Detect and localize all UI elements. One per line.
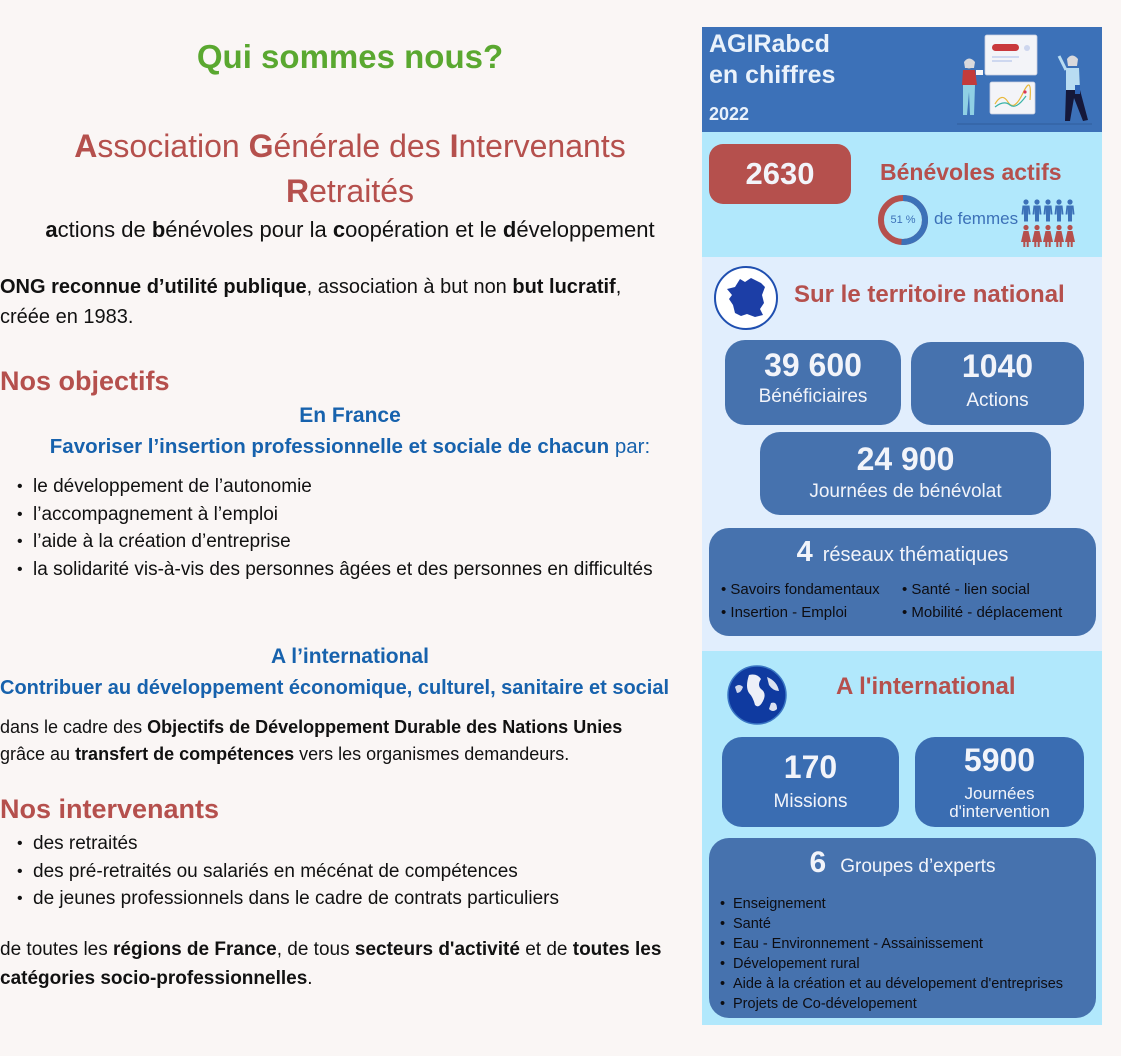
networks-heading: [709, 536, 1096, 569]
network-item: • Insertion - Emploi: [721, 604, 848, 621]
network-item-label: Savoirs fondamentaux: [730, 581, 880, 598]
organization-subtitle: [0, 217, 700, 243]
page-title: Qui sommes nous?: [196, 38, 504, 75]
network-item-label: Santé - lien social: [911, 581, 1030, 598]
sub-initial: d: [502, 217, 517, 242]
list-item: • de jeunes professionnels dans le cadre de contrats particuliers: [0, 885, 559, 913]
intl-bold: Objectifs de Développement Durable des Nations Unies: [147, 717, 623, 737]
network-item-label: Insertion - Emploi: [730, 604, 848, 621]
sub-initial: b: [151, 217, 166, 242]
stat-label-line: Journées: [964, 784, 1035, 803]
org-initial: G: [248, 128, 274, 164]
networks-box: [709, 528, 1096, 636]
stat-value: 170: [783, 749, 838, 785]
closing-bold: catégories socio-professionnelles: [0, 968, 308, 989]
intro-bold: but lucratif: [512, 276, 616, 298]
stat-actions: [911, 342, 1084, 425]
women-icon-row: [1021, 225, 1075, 247]
intl-bold: transfert de compétences: [75, 744, 295, 764]
infographic-panel: [702, 27, 1102, 1025]
volunteers-count: 2630: [709, 144, 851, 204]
list-item: • Santé: [709, 914, 1063, 934]
closing-text: de toutes les: [0, 939, 114, 960]
closing-text: , de tous: [276, 939, 355, 960]
stat-label: Journées de bénévolat: [809, 481, 1002, 502]
org-initial: A: [74, 128, 98, 164]
experts-count: 6: [809, 846, 827, 879]
network-item: • Mobilité - déplacement: [902, 604, 1063, 621]
stat-value: 24 900: [856, 441, 955, 477]
people-icons: [1021, 198, 1076, 248]
intro-bold: ONG reconnue d’utilité publique: [0, 276, 307, 298]
sub-text: énévoles pour la: [165, 217, 333, 242]
experts-label: Groupes d’experts: [840, 856, 996, 877]
france-map-icon: [713, 265, 779, 331]
france-objectives-list: [0, 473, 653, 583]
experts-list: [709, 894, 1063, 1014]
stat-missions: [722, 737, 899, 827]
stat-journees-intervention: [915, 737, 1084, 827]
list-item: • l’aide à la création d’entreprise: [0, 528, 653, 556]
network-item: • Savoirs fondamentaux: [721, 581, 880, 598]
women-text: de femmes: [934, 209, 1019, 228]
stat-label: Actions: [966, 390, 1029, 411]
intro-text: ,: [615, 276, 622, 298]
national-title: Sur le territoire national: [794, 281, 1065, 308]
sub-initial: c: [332, 217, 346, 242]
france-lead: [0, 435, 700, 459]
globe-icon: [727, 665, 787, 725]
national-section: [702, 257, 1102, 651]
org-name-text: ssociation: [97, 128, 249, 164]
list-item: • le développement de l’autonomie: [0, 473, 653, 501]
org-initial: R: [285, 173, 310, 209]
list-item: • Eau - Environnement - Assainissement: [709, 934, 1063, 954]
list-item: • Aide à la création et au dévelopement d'entreprises: [709, 974, 1063, 994]
infographic-header: [702, 27, 1102, 132]
intl-text: grâce au: [0, 744, 76, 764]
sub-text: oopération et le: [345, 217, 503, 242]
intro-text: créée en 1983.: [0, 306, 134, 328]
stat-label: Bénéficiaires: [758, 386, 868, 407]
intro-text: , association à but non: [306, 276, 513, 298]
men-icon-row: [1022, 199, 1075, 221]
international-paragraph: [0, 714, 622, 768]
title-line: AGIRabcd: [709, 30, 830, 58]
organization-name: [0, 124, 700, 214]
stat-beneficiaires: [725, 340, 901, 425]
stat-label-line: d'intervention: [949, 802, 1050, 821]
stat-value: 5900: [963, 742, 1036, 778]
list-item: • des pré-retraités ou salariés en mécénat de compétences: [0, 858, 559, 886]
intl-text: vers les organismes demandeurs.: [294, 744, 570, 764]
intervenants-heading: Nos intervenants: [0, 794, 220, 824]
stat-label: Missions: [773, 791, 848, 812]
intro-paragraph: [0, 272, 700, 332]
international-title: A l'international: [836, 673, 1016, 700]
women-percentage-label: 51 %: [890, 214, 916, 226]
list-item: • la solidarité vis-à-vis des personnes âgées et des personnes en difficultés: [0, 556, 653, 584]
list-item: • Enseignement: [709, 894, 1063, 914]
international-lead: Contribuer au développement économique, culturel, sanitaire et social: [0, 677, 670, 699]
international-heading: A l’international: [271, 645, 429, 668]
intl-text: dans le cadre des: [0, 717, 148, 737]
france-lead-rest: par:: [609, 435, 651, 458]
volunteers-label: Bénévoles actifs: [880, 159, 1062, 185]
objectives-heading: Nos objectifs: [0, 366, 170, 396]
closing-bold: régions de France: [113, 939, 277, 960]
network-item-label: Mobilité - déplacement: [911, 604, 1063, 621]
volunteers-section: [702, 132, 1102, 257]
intervenants-closing: [0, 935, 661, 993]
infographic-year: 2022: [709, 104, 750, 124]
france-lead-bold: Favoriser l’insertion professionnelle et sociale de chacun: [49, 435, 610, 458]
org-initial: I: [449, 128, 459, 164]
experts-box: [709, 838, 1096, 1018]
closing-bold: secteurs d'activité: [354, 939, 520, 960]
list-item: • l’accompagnement à l’emploi: [0, 501, 653, 529]
closing-text: et de: [519, 939, 573, 960]
stat-journees-benevolat: [760, 432, 1051, 515]
stat-value: 1040: [961, 348, 1034, 384]
org-name-text: énérale des: [273, 128, 450, 164]
closing-bold: toutes les: [572, 939, 662, 960]
experts-heading: [709, 846, 1096, 880]
sub-initial: a: [45, 217, 58, 242]
stat-value: 39 600: [764, 347, 862, 383]
networks-label: réseaux thématiques: [822, 544, 1009, 566]
closing-text: .: [307, 968, 313, 989]
list-item: • Dévelopement rural: [709, 954, 1063, 974]
intervenants-list: [0, 830, 559, 913]
title-line: en chiffres: [709, 61, 836, 89]
org-name-text: etraités: [309, 173, 415, 209]
infographic-title: [709, 29, 835, 91]
sub-text: éveloppement: [516, 217, 655, 242]
list-item: • Projets de Co-dévelopement: [709, 994, 1063, 1014]
international-section: [702, 651, 1102, 1025]
presentation-illustration-icon: [952, 30, 1097, 130]
france-heading: En France: [299, 404, 401, 427]
org-name-text: ntervenants: [458, 128, 626, 164]
sub-text: ctions de: [57, 217, 152, 242]
network-item: • Santé - lien social: [902, 581, 1030, 598]
networks-count: 4: [796, 536, 813, 568]
list-item: • des retraités: [0, 830, 559, 858]
